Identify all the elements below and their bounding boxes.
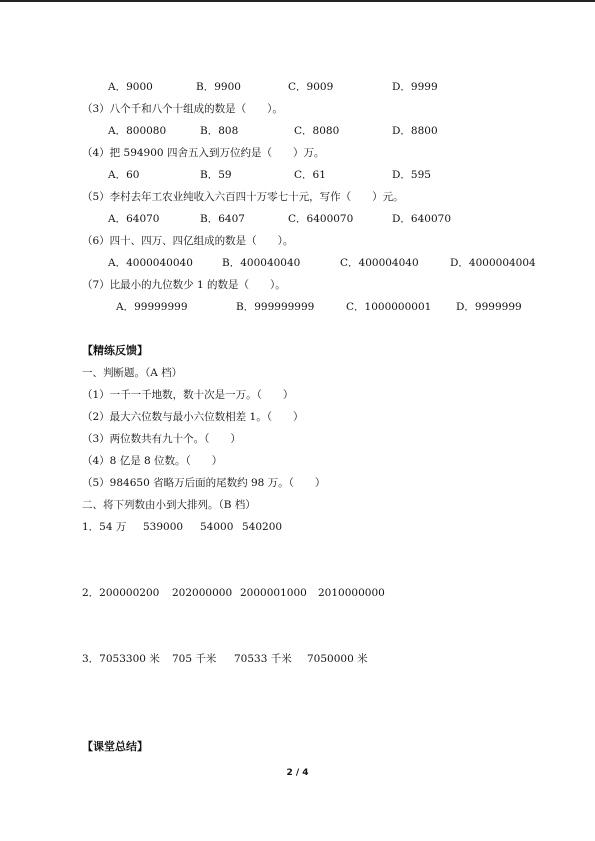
part-1-title: 一、判断题。（A 档） [82,367,183,379]
option-a: A．64070 [108,213,160,225]
page-top-rule [0,0,595,2]
option-a: A．4000040040 [108,257,193,269]
sort-1-item: 539000 [143,521,184,533]
question-5: （5）李村去年工农业纯收入六百四十万零七十元，写作（ ）元。 [82,191,404,203]
page-number: 2 / 4 [286,768,309,778]
sort-3-item: 7050000 米 [307,653,368,665]
option-c: C．8080 [294,125,340,137]
sort-1-item: 540200 [242,521,283,533]
sort-3-item: 705 千米 [172,653,217,665]
option-a: A．9000 [108,81,153,93]
option-c: C．400004040 [340,257,419,269]
option-d: D．9999999 [456,301,522,313]
sort-3-label: 3．7053300 米 [82,653,160,665]
option-b: B．9900 [196,81,241,93]
option-b: B．6407 [200,213,245,225]
sort-1-label: 1．54 万 [82,521,127,533]
question-3: （3）八个千和八个十组成的数是（ ）。 [82,103,283,115]
judgement-2: （2）最大六位数与最小六位数相差 1。（ ） [82,411,304,423]
option-d: D．595 [392,169,431,181]
judgement-5: （5）984650 省略万后面的尾数约 98 万。（ ） [82,477,326,489]
option-a: A．800080 [108,125,167,137]
question-4: （4）把 594900 四舍五入到万位约是（ ）万。 [82,147,325,159]
sort-2-item: 202000000 [172,587,233,599]
option-d: D．8800 [392,125,438,137]
option-a: A．99999999 [116,301,188,313]
option-b: B．808 [200,125,239,137]
feedback-heading: 【精练反馈】 [82,344,148,357]
sort-1-item: 54000 [200,521,234,533]
sort-2-label: 2．200000200 [82,587,160,599]
option-c: C．9009 [288,81,334,93]
sort-2-item: 2010000000 [318,587,385,599]
option-c: C．1000000001 [346,301,432,313]
sort-2-item: 2000001000 [240,587,307,599]
judgement-1: （1）一千一千地数，数十次是一万。（ ） [82,389,294,401]
option-d: D．640070 [392,213,452,225]
option-b: B．400040040 [222,257,301,269]
part-2-title: 二、将下列数由小到大排列。（B 档） [82,499,256,511]
option-c: C．6400070 [288,213,354,225]
option-c: C．61 [294,169,326,181]
question-6: （6）四十、四万、四亿组成的数是（ ）。 [82,235,294,247]
sort-3-item: 70533 千米 [234,653,292,665]
judgement-4: （4）8 亿是 8 位数。（ ） [82,455,223,467]
option-b: B．999999999 [236,301,315,313]
option-d: D．9999 [392,81,438,93]
question-7: （7）比最小的九位数少 1 的数是（ ）。 [82,279,286,291]
summary-heading: 【课堂总结】 [82,740,148,753]
option-b: B．59 [200,169,232,181]
option-a: A．60 [108,169,140,181]
judgement-3: （3）两位数共有九十个。（ ） [82,433,241,445]
option-d: D．4000004004 [450,257,536,269]
